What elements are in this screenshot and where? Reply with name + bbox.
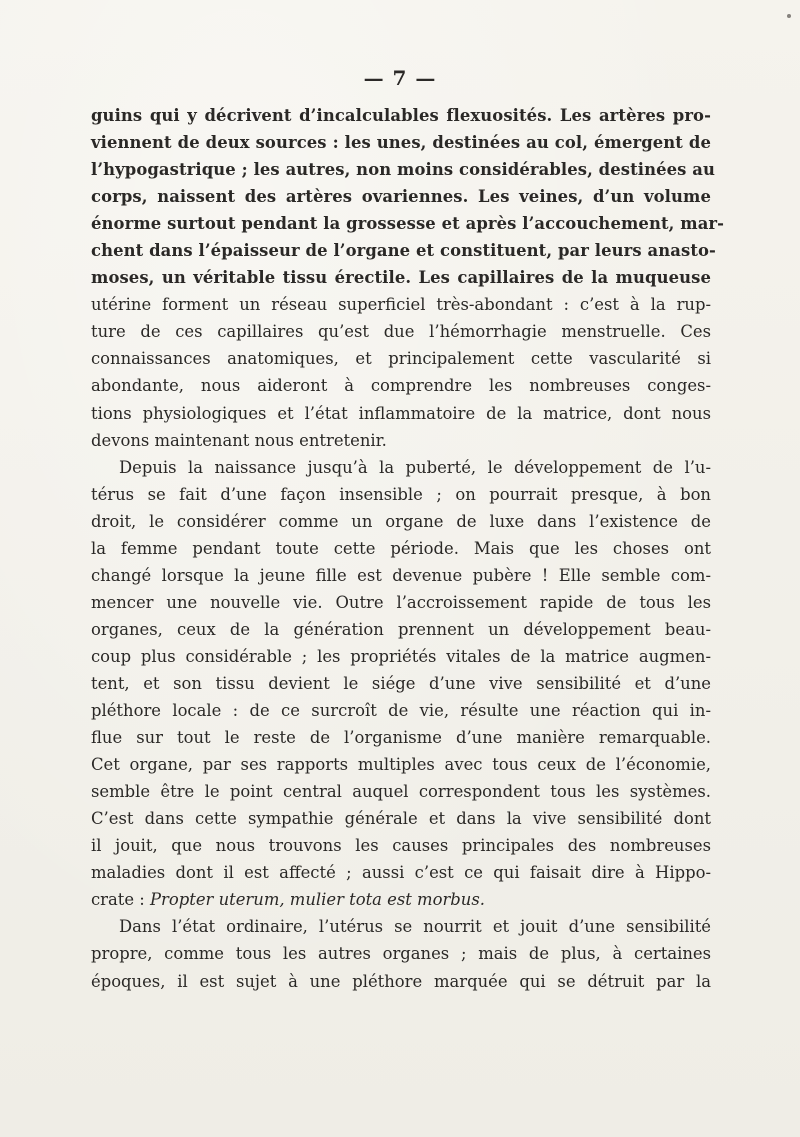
text-line: la femme pendant toute cette période. Mais que les choses ont	[91, 538, 711, 558]
text-line: viennent de deux sources : les unes, destinées au col, émergent de	[91, 133, 711, 153]
text-line: droit, le considérer comme un organe de luxe dans l’existence de	[91, 511, 711, 531]
text-line: Dans l’état ordinaire, l’utérus se nourrit et jouit d’une sensibilité	[119, 917, 711, 937]
text-line-with-quote	[91, 886, 711, 913]
text-line: utérine forment un réseau superficiel très-abondant : c’est à la rup-	[91, 295, 711, 315]
text-line: propre, comme tous les autres organes ; mais de plus, à certaines	[91, 944, 711, 964]
body-text	[91, 102, 725, 995]
latin-quote: Propter uterum, mulier tota est morbus.	[150, 890, 485, 910]
text-line: corps, naissent des artères ovariennes. Les veines, d’un volume	[91, 187, 711, 207]
text-line: tions physiologiques et l’état inflammatoire de la matrice, dont nous	[91, 403, 711, 423]
text-line: ture de ces capillaires qu’est due l’hémorrhagie menstruelle. Ces	[91, 322, 711, 342]
text-line: C’est dans cette sympathie générale et dans la vive sensibilité dont	[91, 809, 711, 829]
text-line: térus se fait d’une façon insensible ; on pourrait presque, à bon	[91, 484, 711, 504]
text-line: abondante, nous aideront à comprendre les nombreuses conges-	[91, 376, 711, 396]
text-line: il jouit, que nous trouvons les causes principales des nombreuses	[91, 836, 711, 856]
text-line: Depuis la naissance jusqu’à la puberté, le développement de l’u-	[119, 457, 711, 477]
text-line: pléthore locale : de ce surcroît de vie, résulte une réaction qui in-	[91, 701, 711, 721]
ink-speck	[787, 14, 791, 18]
text-line: Cet organe, par ses rapports multiples avec tous ceux de l’économie,	[91, 755, 711, 775]
text-line: semble être le point central auquel correspondent tous les systèmes.	[91, 782, 711, 802]
text-line: époques, il est sujet à une pléthore marquée qui se détruit par la	[91, 971, 711, 991]
text-line: connaissances anatomiques, et principalement cette vascularité si	[91, 349, 711, 369]
text-line: guins qui y décrivent d’incalculables flexuosités. Les artères pro-	[91, 106, 711, 125]
text-line: coup plus considérable ; les propriétés vitales de la matrice augmen-	[91, 646, 711, 666]
text-line: l’hypogastrique ; les autres, non moins considérables, destinées au	[91, 160, 716, 180]
text-line: énorme surtout pendant la grossesse et après l’accouchement, mar-	[91, 214, 725, 234]
text-line: chent dans l’épaisseur de l’organe et constituent, par leurs anasto-	[91, 241, 716, 261]
text-line: changé lorsque la jeune fille est devenue pubère ! Elle semble com-	[91, 565, 711, 585]
text-line: organes, ceux de la génération prennent un développement beau-	[91, 619, 711, 639]
text-line: moses, un véritable tissu érectile. Les capillaires de la muqueuse	[91, 268, 711, 288]
quote-intro: crate :	[91, 890, 145, 910]
page-number: — 7 —	[363, 66, 437, 90]
text-line: tent, et son tissu devient le siége d’une vive sensibilité et d’une	[91, 673, 711, 693]
text-line: mencer une nouvelle vie. Outre l’accroissement rapide de tous les	[91, 592, 711, 612]
text-line: flue sur tout le reste de l’organisme d’une manière remarquable.	[91, 728, 711, 748]
text-line: maladies dont il est affecté ; aussi c’est ce qui faisait dire à Hippo-	[91, 863, 711, 883]
text-line: devons maintenant nous entretenir.	[91, 430, 387, 450]
